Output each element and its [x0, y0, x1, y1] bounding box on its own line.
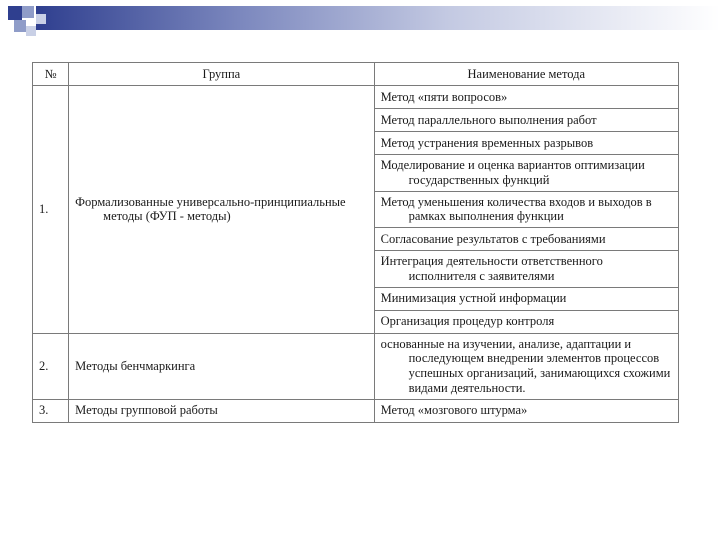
header-method: Наименование метода	[374, 63, 678, 86]
method-cell	[374, 155, 678, 192]
method-name: Метод «пяти вопросов»	[380, 89, 508, 104]
method-cell	[374, 86, 678, 109]
method-cell	[374, 399, 678, 422]
method-name: Моделирование и оценка вариантов оптимизации государственных функций	[380, 158, 645, 187]
header-decoration-square	[22, 6, 34, 18]
table-row	[33, 86, 679, 109]
header-group: Группа	[69, 63, 374, 86]
method-cell	[374, 287, 678, 310]
table-header-row	[33, 63, 679, 86]
header-decoration-square	[26, 26, 36, 36]
method-name: основанные на изучении, анализе, адаптации и последующем внедрении элементов процессов успешных организаций, занимающихся схожими видами деятельности.	[380, 336, 671, 395]
row-number: 1.	[33, 86, 69, 334]
group-name: Формализованные универсально-принципиальные методы (ФУП - методы)	[75, 194, 346, 224]
header-decoration-square	[8, 6, 22, 20]
methods-table	[32, 62, 679, 423]
method-cell	[374, 191, 678, 228]
method-name: Организация процедур контроля	[380, 314, 555, 329]
method-name: Метод «мозгового штурма»	[380, 403, 528, 418]
method-cell	[374, 228, 678, 251]
group-name: Методы групповой работы	[75, 403, 218, 418]
method-cell	[374, 251, 678, 288]
header-gradient-bar	[36, 6, 720, 30]
row-number: 2.	[33, 333, 69, 399]
group-cell	[69, 86, 374, 334]
table-row	[33, 333, 679, 399]
group-cell	[69, 333, 374, 399]
method-name: Минимизация устной информации	[380, 291, 567, 306]
row-number: 3.	[33, 399, 69, 422]
method-name: Метод устранения временных разрывов	[380, 135, 594, 150]
header-number: №	[33, 63, 69, 86]
header-decoration-square	[14, 20, 26, 32]
method-name: Метод уменьшения количества входов и выходов в рамках выполнения функции	[380, 194, 652, 224]
method-cell	[374, 132, 678, 155]
method-name: Интеграция деятельности ответственного исполнителя с заявителями	[380, 254, 603, 283]
table-row	[33, 399, 679, 422]
group-name: Методы бенчмаркинга	[75, 358, 196, 373]
method-cell	[374, 333, 678, 399]
header-decoration-square	[36, 14, 46, 24]
method-cell	[374, 109, 678, 132]
method-cell	[374, 310, 678, 333]
method-name: Метод параллельного выполнения работ	[380, 112, 597, 127]
method-name: Согласование результатов с требованиями	[380, 231, 606, 246]
group-cell	[69, 399, 374, 422]
